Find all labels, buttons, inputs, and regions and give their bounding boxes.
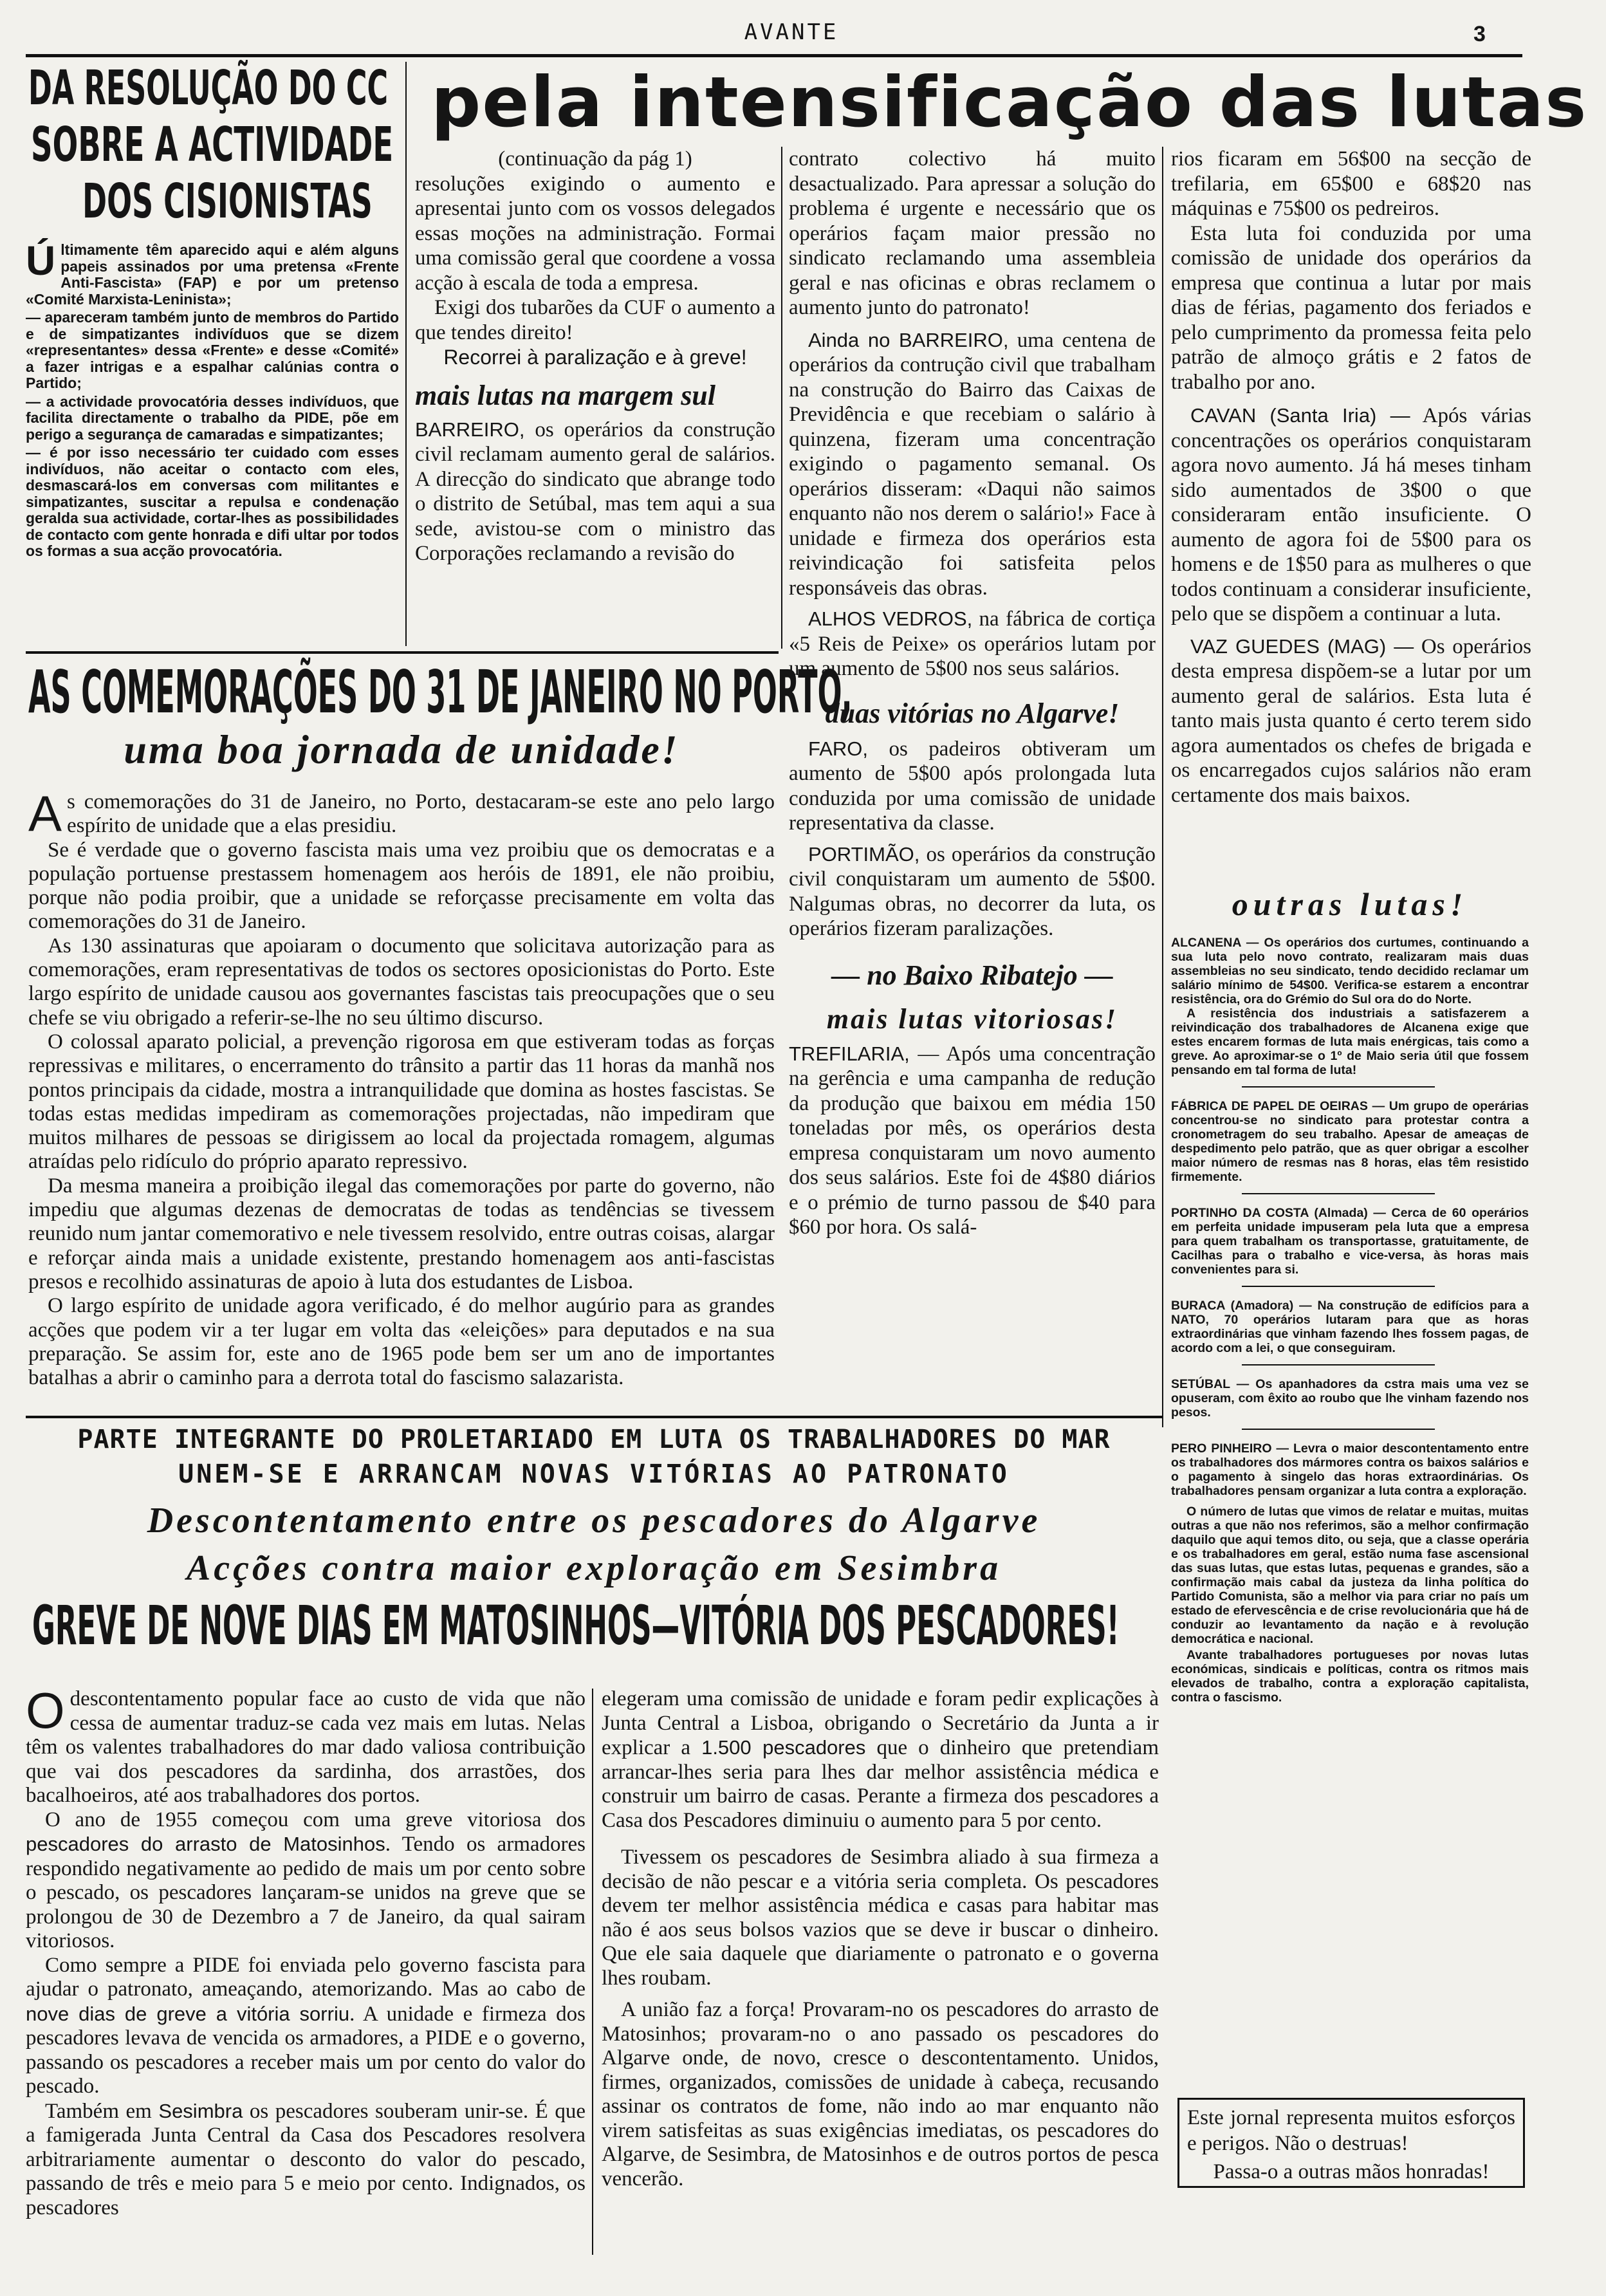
mar-drop-cap: O: [26, 1682, 65, 1739]
cisionistas-p3: — a actividade provocatória desses indivíduos, que facilita directamente o trabalho da PIDE, põe em perigo a segurança de camaradas e simpatizantes;: [26, 393, 399, 443]
lutas-col3: [1171, 147, 1531, 808]
cisionistas-title-line2: SOBRE A ACTIVIDADE: [31, 117, 394, 172]
porto-drop-cap: A: [28, 785, 62, 842]
cisionistas-article: [26, 60, 399, 643]
mar-subhead-sesimbra: Acções contra maior exploração em Sesimbra: [186, 1548, 1002, 1588]
portimao-lead: PORTIMÃO,: [808, 842, 920, 866]
mar-title: GREVE DE NOVE DIAS EM MATOSINHOS—VITÓRIA DOS PESCADORES!: [32, 1594, 1120, 1657]
cisionistas-body: [26, 237, 399, 560]
mar-col2-p3: A união faz a força! Provaram-no os pescadores do arrasto de Matosinhos; provaram-no o ano passado os pescadores do Algarve onde, de novo, cresce o descontentamento. Unidos, firmes, organizados, comissões de unidade à cabeça, recusando assinar os contratos de fome, não indo ao mar enquanto não virem satisfeitas as suas exigências imediatas, os pescadores do Algarve, de Sesimbra, de Matosinhos e de outros portos de pesca vencerão.: [602, 1998, 1159, 2190]
mar-col2-p1a: elegeram uma comissão de unidade e foram pedir explicações à Junta Central a Lisboa, obrigando o Secretário da Junta a ir explicar a: [602, 1687, 1159, 1759]
lutas-col3-p3: Após várias concentrações os operários conquistaram agora novo aumento. Já há meses tinham sido aumentados de 3$00 o que consideraram então insuficiente. O aumento de agora foi de 5$00 para os homens e de 1$50 para as mulheres o que todos continuam a considerar insuficiente, pelo que se dispõem a continuar a luta.: [1171, 404, 1532, 625]
lutas-col1-p2: resoluções exigindo o aumento e apresentai junto com os vossos delegados essas moções na administração. Formai uma comissão geral que coordene a vossa acção à escala de toda a empresa.: [415, 172, 775, 295]
lutas-col1-p3: Exigi dos tubarões da CUF o aumento a que tendes direito!: [415, 296, 775, 344]
outras-lutas-title: outras lutas!: [1232, 886, 1468, 922]
porto-subtitle: uma boa jornada de unidade!: [124, 727, 679, 772]
mar-col1-p3a: Como sempre a PIDE foi enviada pelo governo fascista para ajudar o patronato, ameaçando, atemorizando. Mas ao cabo de: [26, 1953, 586, 2001]
page-number: 3: [1473, 22, 1486, 46]
outras-item: PORTINHO DA COSTA (Almada) — Cerca de 60 operários em perfeita unidade impuseram pela luta que a empresa para quem trabalham os transportasse, gratuitamente, de Cacilhas para o trabalho e vice-versa, às horas mais convenientes para si.: [1171, 1206, 1529, 1277]
lutas-col2-p2: uma centena de operários da contrução civil que trabalham na construção do Bairro das Caixas de Previdência e que recebiam o salário à quinzena, fizeram uma concentração exigindo o pagamento semanal. Os operários disseram: «Daqui não saimos enquanto não nos derem o salário!» Face à unidade e firmeza dos operários esta reivindicação foi satisfeita pelos responsáveis das obras.: [789, 328, 1156, 600]
item-divider: [1242, 1193, 1435, 1194]
porto-p4: O colossal aparato policial, a prevenção rigorosa em que estiveram todas as forças repressivas e militares, o encerramento do trânsito a partir das 11 horas da manhã nos pontos principais da cidade, mostra a intranquilidade que domina as hostes fascistas. Se todas estas medidas impediram as comemorações projectadas, não impediram que muitos milhares de pessoas se dirigissem ao local da projectada romagem, algumas atraídas pelo ridículo do próprio aparato repressivo.: [28, 1030, 775, 1174]
mar-col2-p2: Tivessem os pescadores de Sesimbra aliado à sua firmeza a decisão de não pescar e a vitória seria completa. Os pescadores devem ter melhor assistência médica e casas para habitar mas não é aos seus bolsos vazios que se deve ir buscar o dinheiro. Que ele saia daquele que diariamente o patronato e o governa lhes roubam.: [602, 1846, 1159, 1990]
masthead-title: AVANTE: [744, 19, 839, 45]
mar-col1-p4a: Também em: [45, 2099, 159, 2123]
header-rule: [26, 54, 1522, 57]
lutas-col3-p1: rios ficaram em 56$00 na secção de trefilaria, em 65$00 e 68$20 nas máquinas e 75$00 os pedreiros.: [1171, 147, 1531, 220]
mar-col2-p1b: 1.500 pescadores: [701, 1736, 866, 1759]
outras-item: PERO PINHEIRO — Levra o maior descontentamento entre os trabalhadores dos mármores contra os baixos salários e o pagamento à singelo das horas extraordinárias. Os trabalhadores pensam organizar a luta contra a exploração.: [1171, 1441, 1529, 1498]
lutas-title: pela intensificação das lutas: [431, 62, 1588, 143]
faro-lead: FARO,: [808, 737, 869, 760]
section-rule: [26, 651, 779, 654]
porto-p1: s comemorações do 31 de Janeiro, no Porto, destacaram-se este ano pelo largo espírito de unidade que a elas presidiu.: [67, 790, 775, 838]
porto-p2: Se é verdade que o governo fascista mais uma vez proibiu que os democratas e a população portuense prestassem homenagem aos heróis de 1891, ele não proibiu, porque não podia proibir, que a unidade se reforçasse precisamente em volta das comemorações do 31 de Janeiro.: [28, 838, 775, 934]
barreiro2-lead: Ainda no BARREIRO,: [808, 328, 1009, 351]
lutas-col2-p6: — Após uma concentração na gerência e uma campanha de redução da produção que baixou em média 150 toneladas por mês, os operários desta empresa conquistaram um novo aumento dos seus salários. Este foi de 4$80 diários e o prémio de turno passou de $40 para $60 por hora. Os salá-: [789, 1042, 1156, 1239]
barreiro-lead: BARREIRO,: [415, 418, 525, 441]
outras-item: A resistência dos industriais a satisfazerem a reivindicação dos trabalhadores de Alcanena exige que estes encarem formas de luta mais enérgicas, tais como a greve. Ao aproximar-se o 1º de Maio seria útil que fossem pensando em tal forma de luta!: [1171, 1006, 1529, 1077]
ribatejo-subhead: — no Baixo Ribatejo —: [831, 959, 1113, 991]
column-rule: [1162, 147, 1163, 1427]
mar-col1-p1: descontentamento popular face ao custo de vida que não cessa de aumentar traduz-se cada vez mais em lutas. Nelas têm os valentes trabalhadores do mar dado valiosa contribuição que vai dos pescadores da sardinha, dos arrastões, dos bacalhoeiros, até aos trabalhadores dos portos.: [26, 1687, 586, 1807]
porto-p3: As 130 assinaturas que apoiaram o documento que solicitava autorização para as comemorações, eram representativas de todos os sectores oposicionistas do Porto. Este largo espírito de unidade causou aos governantes fascistas tais preocupações que o seu chefe se viu obrigado a referir-se-lhe no seu último discurso.: [28, 934, 775, 1030]
item-divider: [1242, 1286, 1435, 1287]
lutas-col3-p2: Esta luta foi conduzida por uma comissão de unidade dos operários da empresa que continua a lutar por mais dias de férias, pagamento dos feriados e pelo cumprimento da promessa feita pelo patrão de almoço grátis e 2 fatos de trabalho por ano.: [1171, 221, 1531, 394]
porto-title: AS COMEMORAÇÕES DO 31 DE JANEIRO NO PORTO,: [28, 658, 853, 727]
outras-item: SETÚBAL — Os apanhadores da cstra mais uma vez se opuseram, com êxito ao roubo que lhe vinham fazendo nos pesos.: [1171, 1377, 1529, 1420]
vitoriosas-subhead: mais lutas vitoriosas!: [826, 1003, 1118, 1035]
vaz-guedes-lead: VAZ GUEDES (MAG) —: [1190, 634, 1414, 658]
mar-col1-p2b: pescadores do arrasto de Matosinhos: [26, 1833, 385, 1855]
distribution-notice-box: [1177, 2098, 1525, 2188]
mar-col1-p3c: . A unidade e firmeza dos pescadores levava de vencida os armadores, a PIDE e o governo, passando os pescadores a receber mais um por cento do valor do pescado.: [26, 2002, 586, 2098]
outras-item: Avante trabalhadores portugueses por novas lutas económicas, sindicais e políticas, contra os ritmos mais elevados de trabalho, contra a exploração capitalista, contra o fascismo.: [1171, 1648, 1529, 1705]
lutas-continued: (continuação da pág 1): [498, 147, 692, 171]
outras-item: FÁBRICA DE PAPEL DE OEIRAS — Um grupo de operárias concentrou-se no sindicato para protestar contra a cronometragem do seu trabalho. Apesar de ameaças de despedimento pelo patrão, que as quer obrigar a escolher maior número de resmas nas 8 horas, elas têm resistido firmemente.: [1171, 1099, 1529, 1184]
mar-col2: [602, 1687, 1159, 2191]
mar-col2-p1c: que o dinheiro que pretendiam arrancar-lhes seria para lhes dar melhor assistência médica e construir um bairro de casas. Perante a firmeza dos pescadores a Casa dos Pescadores diminuiu o aumento para 5 por cento.: [602, 1736, 1159, 1832]
cisionistas-p2: — apareceram também junto de membros do Partido e de simpatizantes indivíduos que se dizem «representantes» dessa «Frente» e desse «Comité» a fazer intrigas e a espalhar calúnias contra o Partido;: [26, 309, 399, 391]
cisionistas-p1: ltimamente têm aparecido aqui e além alguns papeis assinados por uma pretensa «Frente Anti-Fascista» (FAP) e por um pretenso «Comité Marxista-Leninista»;: [26, 241, 399, 308]
lutas-col3-p4: Os operários desta empresa dispõem-se a lutar por um aumento geral de salários. Esta luta é tanto mais justa quanto é certo terem sido agora aumentados os chefes de brigada e os encarregados cujos salários não eram certamente dos mais baixos.: [1171, 634, 1531, 807]
mar-col1-p3b: nove dias de greve a vitória sorriu: [26, 2002, 350, 2025]
mar-col1-p4b: Sesimbra: [158, 2099, 243, 2122]
algarve-subhead: duas vitórias no Algarve!: [825, 697, 1120, 729]
mar-head-line1: PARTE INTEGRANTE DO PROLETARIADO EM LUTA OS TRABALHADORES DO MAR: [77, 1425, 1111, 1454]
cisionistas-p4: — é por isso necessário ter cuidado com esses indivíduos, não aceitar o contacto com eles, desmascará-los em conversas com militantes e simpatizantes, suscitar a repulsa e condenação geralda sua actividade, cortar-lhes as possibilidades de contacto com gente honrada e difi ultar por todos os formas a sua acção provocatória.: [26, 444, 399, 559]
trefilaria-lead: TREFILARIA,: [789, 1042, 910, 1065]
outras-item: BURACA (Amadora) — Na construção de edifícios para a NATO, 70 operários lutaram para que as horas extraordinárias que vinham fazendo lhes fossem pagas, de acordo com a lei, o que conseguiram.: [1171, 1299, 1529, 1355]
alhos-vedros-lead: ALHOS VEDROS,: [808, 607, 973, 630]
cisionistas-drop-cap: Ú: [26, 237, 56, 284]
margem-sul-subhead: mais lutas na margem sul: [415, 379, 716, 411]
mar-subhead-algarve: Descontentamento entre os pescadores do Algarve: [147, 1501, 1041, 1541]
mar-head-line2: UNEM-SE E ARRANCAM NOVAS VITÓRIAS AO PATRONATO: [178, 1459, 1010, 1489]
notice-line2: Passa-o a outras mãos honradas!: [1213, 2160, 1490, 2183]
porto-p5: Da mesma maneira a proibição ilegal das comemorações por parte do governo, não impediu que algumas dezenas de democratas de todas as tendências se tivessem reunido num jantar comemorativo e nele tivessem resolvido, entre outras coisas, alargar e reforçar ainda mais a unidade existente, prestando homenagem aos anti-fascistas presos e recolhido assinaturas de apoio à luta dos estudantes de Lisboa.: [28, 1174, 775, 1293]
lutas-col1-p4: Recorrei à paralização e à greve!: [443, 346, 747, 369]
mar-col1: [26, 1682, 586, 2220]
outras-item: ALCANENA — Os operários dos curtumes, continuando a sua luta pelo novo contrato, realizaram mais duas assembleias no seu sindicato, tendo decidido reclamar um salário mínimo de 54$00. Verifica-se estarem a encontrar resistência, ora do Grémio do Sul ora do do Norte.: [1171, 936, 1529, 1006]
cisionistas-title-line3: DOS CISIONISTAS: [82, 174, 373, 229]
mar-col1-p2a: O ano de 1955 começou com uma greve vitoriosa dos: [45, 1808, 586, 1831]
column-rule: [781, 147, 782, 649]
outras-item: O número de lutas que vimos de relatar e muitas, muitas outras a que não nos referimos, são a melhor confirmação daquilo que aqui temos dito, ou seja, que a classe operária e os trabalhadores em geral, estão numa fase ascensional das suas lutas, que estas lutas, pequenas e grandes, são a confirmação mais cabal da justeza da linha política do Partido Comunista, são a melhor via para criar no país um estado de efervescência e de crise revolucionária que há de conduzir ao levantamento da nação e à revolução democrática e nacional.: [1171, 1504, 1529, 1646]
cisionistas-title-line1: DA RESOLUÇÃO DO CC: [28, 60, 389, 116]
mar-col1-p4c: os pescadores souberam unir-se. É que a famigerada Junta Central da Casa dos Pescadores resolvera arbitrariamente aumentar o desconto do valor do pescado, passando de três e meio para 5 e meio por cento. Indignados, os pescadores: [26, 2099, 586, 2219]
lutas-col2-p5: os operários da construção civil conquistaram um aumento de 5$00. Nalgumas obras, no decorrer da luta, os operários fizeram paralizações.: [789, 842, 1156, 940]
item-divider: [1242, 1429, 1435, 1430]
item-divider: [1242, 1364, 1435, 1366]
lutas-col1: [415, 147, 775, 566]
porto-p6: O largo espírito de unidade agora verificado, é do melhor augúrio para as grandes acções que podem vir a ter lugar em volta das «eleições» para deputados e na sua preparação. Se assim for, este ano de 1965 pode bem ser um ano de importantes batalhas a abrir o caminho para a derrota total do fascismo salazarista.: [28, 1294, 775, 1390]
cavan-lead: CAVAN (Santa Iria) —: [1190, 404, 1410, 427]
mar-col1-p2c: . Tendo os armadores respondido negativamente ao pedido de mais um por cento sobre o pescado, os pescadores lançaram-se unidos na greve que se prolongou de 30 de Dezembro a 7 de Janeiro, da qual sairam vitoriosos.: [26, 1833, 586, 1952]
lutas-col2-p1: contrato colectivo há muito desactualizado. Para apressar a solução do problema é urgente e necessário que os operários façam maior pressão no sindicato reclamando uma assembleia geral e nas oficinas e obras reclamem o aumento junto do patronato!: [789, 147, 1156, 319]
section-rule: [26, 1416, 1162, 1418]
outras-lutas-article: [1171, 882, 1529, 1707]
notice-line1: Este jornal representa muitos esforços e perigos. Não o destruas!: [1187, 2106, 1515, 2155]
mar-article: [26, 1422, 1162, 1655]
item-divider: [1242, 1086, 1435, 1088]
lutas-col1-p5: os operários da construção civil reclamam aumento geral de salários. A direcção do sindicato que abrange todo o distrito de Setúbal, mas tem aqui a sua sede, avistou-se com o ministro das Corporações reclamando a revisão do: [415, 418, 775, 565]
column-rule: [405, 62, 407, 646]
lutas-col2-p3: na fábrica de cortiça «5 Reis de Peixe» os operários lutam por um aumento de 5$00 nos seus salários.: [789, 607, 1156, 680]
column-rule: [592, 1689, 593, 2255]
lutas-col2-p4: os padeiros obtiveram um aumento de 5$00 após prolongada luta conduzida por uma comissão de unidade representativa da classe.: [789, 737, 1156, 835]
